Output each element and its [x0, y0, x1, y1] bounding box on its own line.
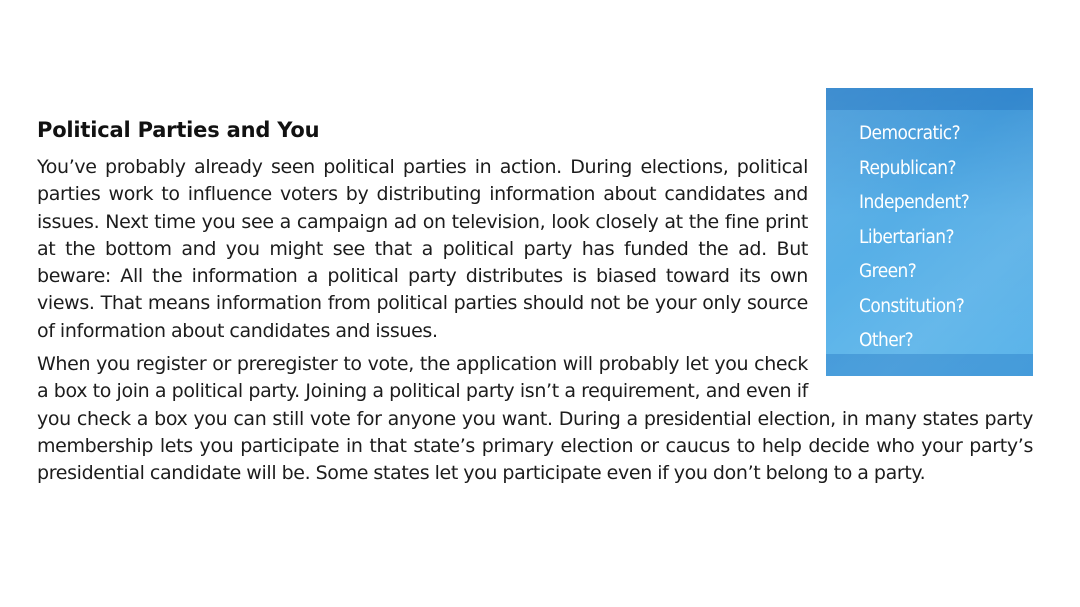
- party-item-green: Green?: [859, 261, 917, 282]
- party-item-constitution: Constitution?: [859, 295, 965, 317]
- section-heading: Political Parties and You: [37, 118, 320, 142]
- party-item-republican: Republican?: [859, 157, 956, 179]
- paragraph-registration: When you register or preregister to vote, the application will probably let you check a box to join a political party. Joining a political party isn’t a requirement, and even if you check a box you can still vote for anyone you want. During a presidential election, in many states party membership lets you participate in that state’s primary election or caucus to help decide who your party’s presidential candidate will be. Some states let you participate even if you don’t belong to a party.: [37, 353, 1033, 485]
- party-list: [826, 88, 1033, 359]
- document-content: [37, 116, 1033, 494]
- paragraph-intro: You’ve probably already seen political parties in action. During elections, political parties work to influence voters by distributing information about candidates and issues. Next time you see a campaign ad on television, look closely at the fine print at the bottom and you might see that a political party has funded the ad. But beware: All the information a political party distributes is biased toward its own views. That means information from political parties should not be your only source of information about candidates and issues.: [37, 156, 808, 342]
- party-item-libertarian: Libertarian?: [859, 226, 954, 248]
- party-options-box: [826, 88, 1033, 376]
- party-item-democratic: Democratic?: [859, 123, 961, 144]
- party-item-independent: Independent?: [859, 192, 970, 213]
- party-item-other: Other?: [859, 330, 914, 351]
